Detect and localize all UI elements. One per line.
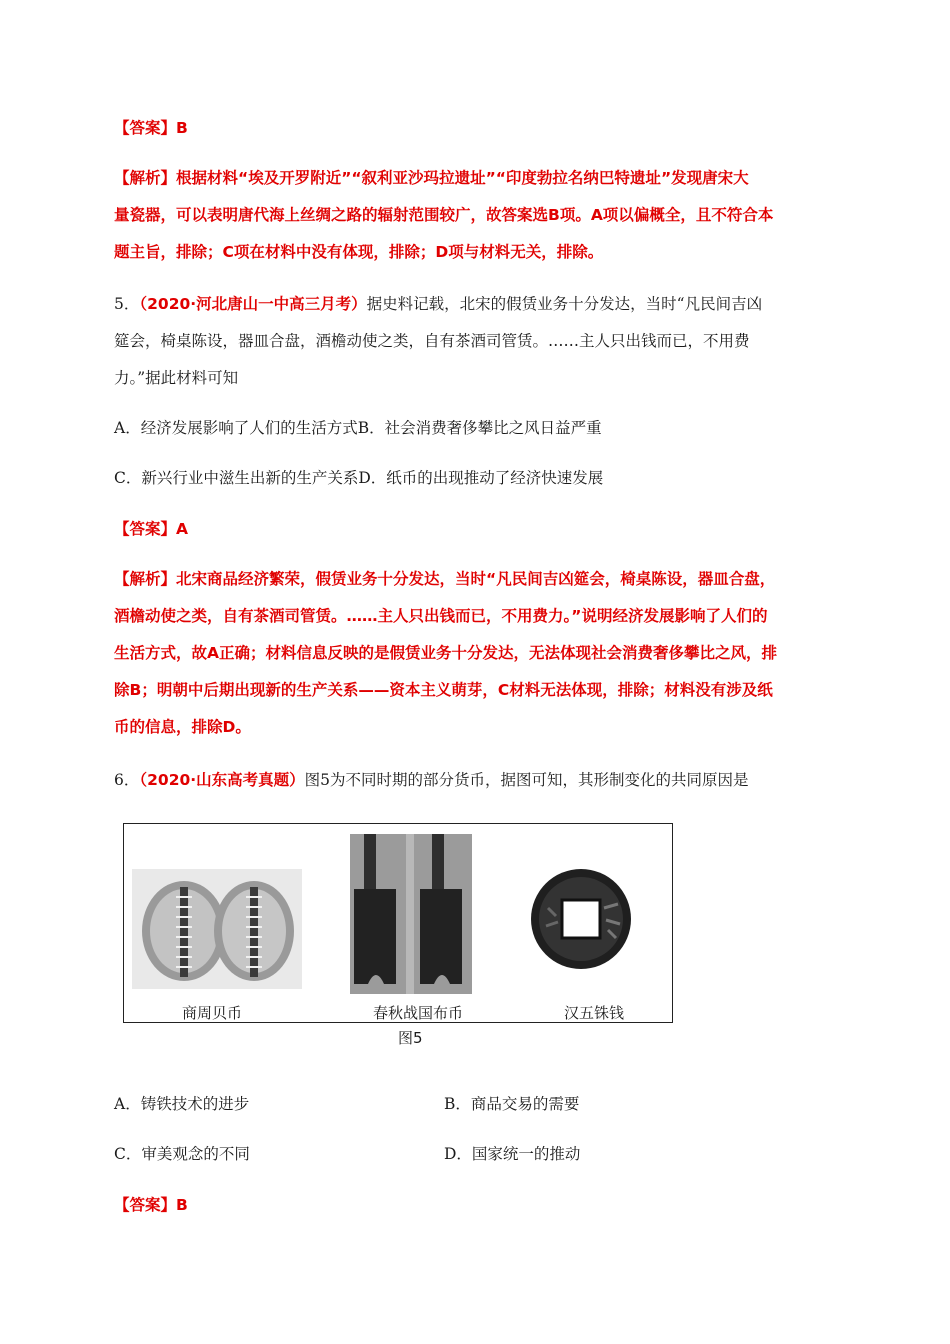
q4-analysis-line-1: 【解析】根据材料“埃及开罗附近”“叙利亚沙玛拉遗址”“印度勃拉名纳巴特遗址”发现唐宋大 [114, 169, 749, 187]
question-number: 5． [114, 295, 140, 313]
caption-spade-coins: 春秋战国布币 [373, 1004, 464, 1022]
round-coin-image [526, 864, 636, 974]
answer-value: A [176, 520, 189, 538]
q5-analysis-line-2: 酒檐动使之类，自有茶酒司管赁。……主人只出钱而已，不用费力。”说明经济发展影响了人们的 [114, 607, 768, 625]
q6-options-row-1 [114, 1094, 249, 1114]
q5-analysis-line-5: 币的信息，排除D。 [114, 718, 251, 736]
question-source: （2020·山东高考真题） [139, 771, 305, 789]
currency-figure [123, 823, 673, 1023]
q5-options-line-2: C．新兴行业中滋生出新的生产关系D．纸币的出现推动了经济快速发展 [114, 469, 604, 487]
answer-tag: 【答案】 [114, 119, 177, 137]
q5-stem-line-1 [114, 294, 762, 314]
answer-value: B [176, 119, 188, 137]
q5-analysis-line-4: 除B；明朝中后期出现新的生产关系——资本主义萌芽，C材料无法体现，排除；材料没有涉及纸 [114, 681, 773, 699]
shell-coins-image [132, 869, 302, 989]
option-c: C．审美观念的不同 [114, 1145, 250, 1163]
answer-tag: 【答案】 [114, 1196, 177, 1214]
answer-value: B [176, 1196, 188, 1214]
q4-analysis-line-2: 量瓷器，可以表明唐代海上丝绸之路的辐射范围较广，故答案选B项。A项以偏概全，且不符合本 [114, 206, 774, 224]
figure-label: 图5 [398, 1029, 423, 1047]
q6-options-row-2 [114, 1144, 250, 1164]
answer-tag: 【答案】 [114, 520, 177, 538]
q6-option-b: B．商品交易的需要 [444, 1095, 580, 1113]
q5-stem-line-3: 力。”据此材料可知 [114, 369, 239, 387]
q6-answer [114, 1195, 188, 1215]
question-number: 6． [114, 771, 140, 789]
q6-option-d: D．国家统一的推动 [444, 1145, 581, 1163]
caption-round-coin: 汉五铢钱 [564, 1004, 625, 1022]
spade-coins-image [350, 834, 472, 994]
question-source: （2020·河北唐山一中高三月考） [139, 295, 367, 313]
q4-answer [114, 118, 188, 138]
q6-stem [114, 770, 749, 790]
option-a: A．铸铁技术的进步 [114, 1095, 250, 1113]
question-stem: 据史料记载，北宋的假赁业务十分发达，当时“凡民间吉凶 [366, 295, 763, 313]
caption-shell-coins: 商周贝币 [182, 1004, 243, 1022]
q5-stem-line-2: 筵会，椅桌陈设，器皿合盘，酒檐动使之类，自有茶酒司管赁。……主人只出钱而已，不用费 [114, 332, 750, 350]
q5-analysis-line-3: 生活方式，故A正确；材料信息反映的是假赁业务十分发达，无法体现社会消费奢侈攀比之风，排 [114, 644, 777, 662]
q5-answer [114, 519, 188, 539]
question-stem: 图5为不同时期的部分货币，据图可知，其形制变化的共同原因是 [304, 771, 749, 789]
q5-options-line-1: A．经济发展影响了人们的生活方式B．社会消费奢侈攀比之风日益严重 [114, 419, 602, 437]
q4-analysis-line-3: 题主旨，排除；C项在材料中没有体现，排除；D项与材料无关，排除。 [114, 243, 604, 261]
q5-analysis-line-1: 【解析】北宋商品经济繁荣，假赁业务十分发达，当时“凡民间吉凶筵会，椅桌陈设，器皿合盘， [114, 570, 776, 588]
